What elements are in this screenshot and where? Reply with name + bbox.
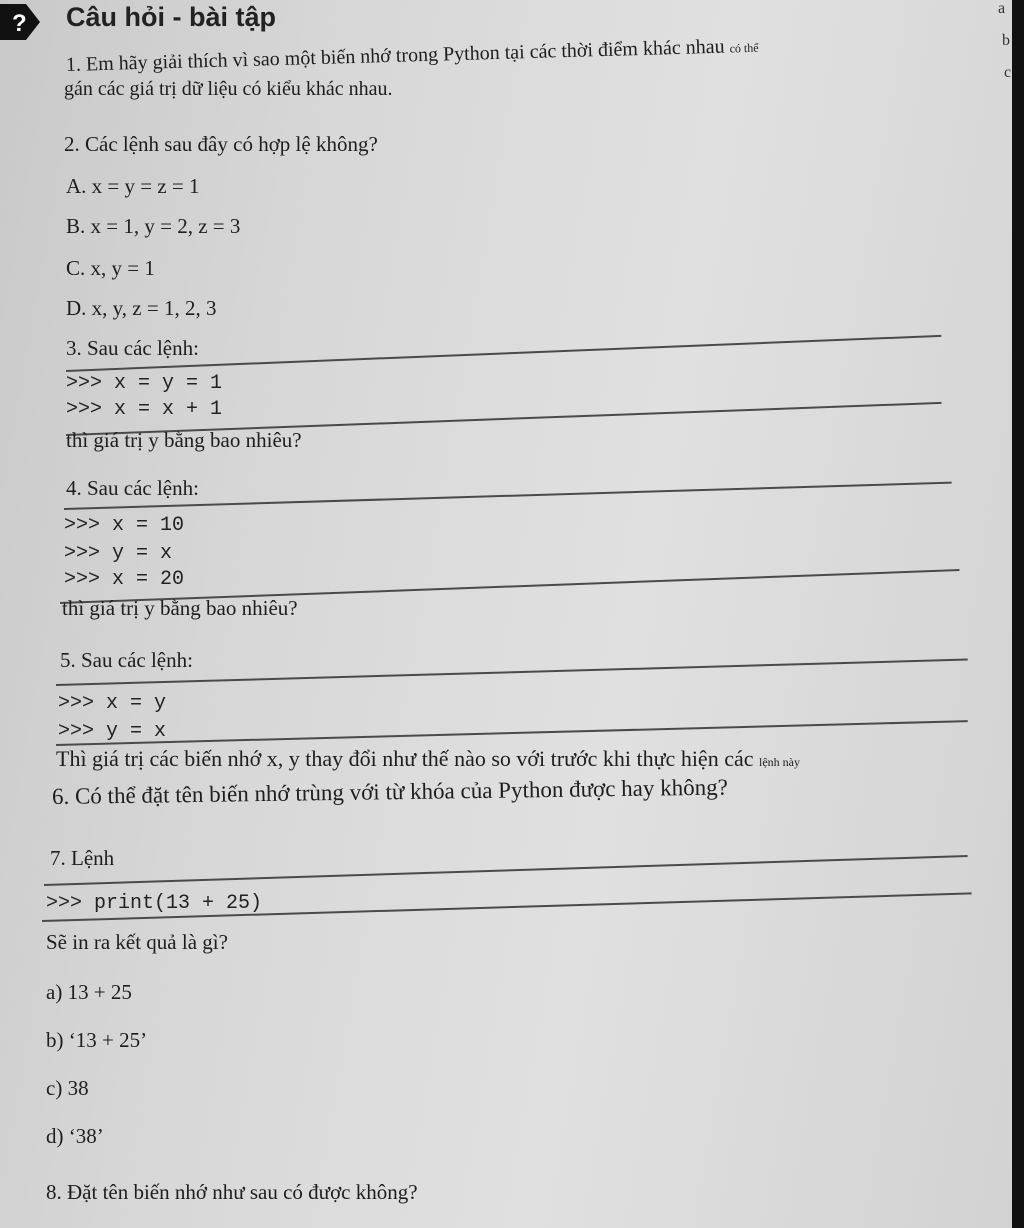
margin-letter-c: c <box>1004 64 1012 81</box>
q1-line2: gán các giá trị dữ liệu có kiểu khác nhau. <box>64 78 393 100</box>
q7-prompt: 7. Lệnh <box>50 846 115 870</box>
q7-after: Sẽ in ra kết quả là gì? <box>46 930 228 954</box>
q3-after: thì giá trị y bằng bao nhiêu? <box>66 428 302 452</box>
margin-letter-a: a <box>998 0 1006 17</box>
q7-option-d: d) ‘38’ <box>46 1124 104 1148</box>
page-edge-shadow <box>1012 0 1024 1228</box>
q8-prompt: 8. Đặt tên biến nhớ như sau có được không? <box>46 1180 418 1204</box>
q3-prompt: 3. Sau các lệnh: <box>66 336 199 360</box>
q4-code-2: >>> y = x <box>64 542 173 565</box>
margin-letter-b: b <box>1002 32 1010 49</box>
q3-code-1: >>> x = y = 1 <box>66 372 223 395</box>
question-badge-icon <box>0 4 40 40</box>
q2-option-d: D. x, y, z = 1, 2, 3 <box>66 296 217 320</box>
q4-after: thì giá trị y bằng bao nhiêu? <box>62 596 298 620</box>
q7-rule-top <box>44 855 968 886</box>
q4-code-1: >>> x = 10 <box>64 514 185 537</box>
q5-after-tail: lệnh này <box>759 755 800 769</box>
q3-code-2: >>> x = x + 1 <box>66 398 223 421</box>
badge-glyph: ? <box>12 10 27 37</box>
q2-option-a: A. x = y = z = 1 <box>66 174 200 198</box>
q5-after-text: Thì giá trị các biến nhớ x, y thay đổi như thế nào so với trước khi thực hiện các <box>56 746 754 771</box>
q5-after <box>56 746 800 772</box>
q1-line1-text: 1. Em hãy giải thích vì sao một biến nhớ trong Python tại các thời điểm khác nhau <box>65 35 725 76</box>
q7-code: >>> print(13 + 25) <box>46 892 263 915</box>
q5-rule-bottom <box>56 720 968 745</box>
q7-option-a: a) 13 + 25 <box>46 980 132 1004</box>
q2-prompt: 2. Các lệnh sau đây có hợp lệ không? <box>64 132 378 156</box>
q1-line1 <box>66 35 759 77</box>
q4-prompt: 4. Sau các lệnh: <box>66 476 199 500</box>
q5-code-2: >>> y = x <box>58 720 167 743</box>
q7-option-c: c) 38 <box>46 1076 89 1100</box>
q5-prompt: 5. Sau các lệnh: <box>60 648 193 672</box>
q7-option-b: b) ‘13 + 25’ <box>46 1028 148 1052</box>
q2-option-b: B. x = 1, y = 2, z = 3 <box>66 214 241 238</box>
q1-line1-tail: có thể <box>729 40 759 56</box>
q5-code-1: >>> x = y <box>58 692 167 715</box>
page-title: Câu hỏi - bài tập <box>66 2 277 32</box>
q6-prompt: 6. Có thể đặt tên biến nhớ trùng với từ khóa của Python được hay không? <box>51 774 729 809</box>
q4-code-3: >>> x = 20 <box>64 568 185 591</box>
q2-option-c: C. x, y = 1 <box>66 256 155 280</box>
